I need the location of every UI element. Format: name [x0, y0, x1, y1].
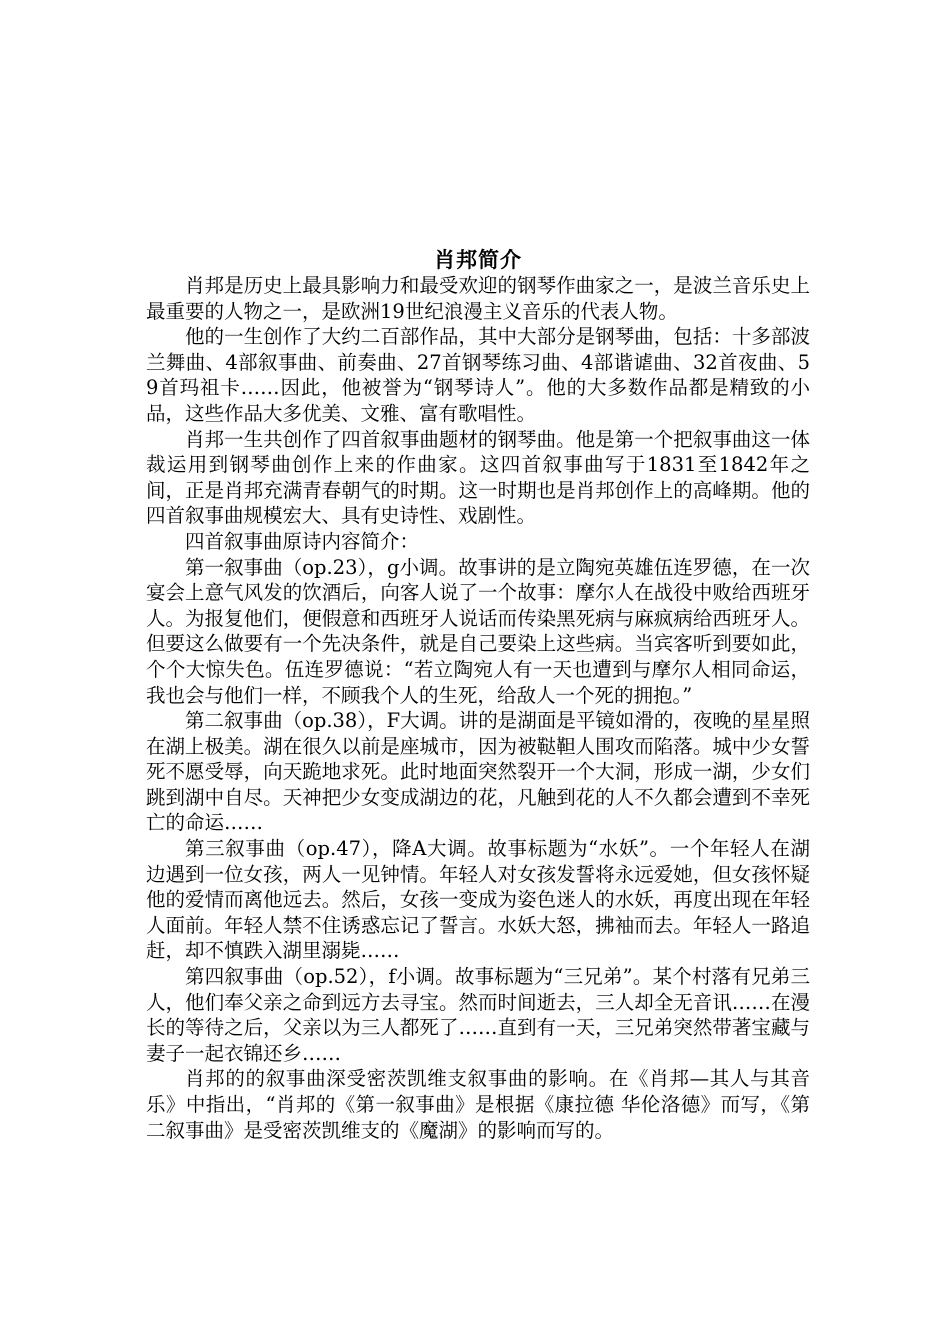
- ballades-paragraph: 肖邦一生共创作了四首叙事曲题材的钢琴曲。他是第一个把叙事曲这一体裁运用到钢琴曲创作上来的作曲家。这四首叙事曲写于1831至1842年之间，正是肖邦充满青春朝气的时期。这一时期也是肖邦创作上的高峰期。他的四首叙事曲规模宏大、具有史诗性、戏剧性。: [146, 427, 810, 528]
- ballade-1-paragraph: 第一叙事曲（op.23），g小调。故事讲的是立陶宛英雄伍连罗德，在一次宴会上意气风发的饮酒后，向客人说了一个故事：摩尔人在战役中败给西班牙人。为报复他们，便假意和西班牙人说话而传染黑死病与麻疯病给西班牙人。但要这么做要有一个先决条件，就是自己要染上这些病。当宾客听到要如此，个个大惊失色。伍连罗德说：“若立陶宛人有一天也遭到与摩尔人相同命运，我也会与他们一样，不顾我个人的生死，给敌人一个死的拥抱。”: [146, 555, 810, 707]
- document-title: 肖邦简介: [434, 247, 522, 272]
- ballade-4-paragraph: 第四叙事曲（op.52），f小调。故事标题为“三兄弟”。某个村落有兄弟三人，他们奉父亲之命到远方去寻宝。然而时间逝去，三人却全无音讯……在漫长的等待之后，父亲以为三人都死了……直到有一天，三兄弟突然带著宝藏与妻子一起衣锦还乡……: [146, 965, 810, 1065]
- ballades-synopsis-heading: 四首叙事曲原诗内容简介：: [185, 529, 420, 553]
- influence-paragraph: 肖邦的的叙事曲深受密茨凯维支叙事曲的影响。在《肖邦—其人与其音乐》中指出，“肖邦的《第一叙事曲》是根据《康拉德 华伦洛德》而写，《第二叙事曲》是受密茨凯维支的《魔湖》的影响而写的。: [146, 1067, 810, 1142]
- works-paragraph: 他的一生创作了大约二百部作品，其中大部分是钢琴曲，包括：十多部波兰舞曲、4部叙事曲、前奏曲、27首钢琴练习曲、4部谐谑曲、32首夜曲、59首玛祖卡……因此，他被誉为“钢琴诗人”。他的大多数作品都是精致的小品，这些作品大多优美、文雅、富有歌唱性。: [146, 325, 810, 425]
- intro-paragraph: 肖邦是历史上最具影响力和最受欢迎的钢琴作曲家之一，是波兰音乐史上最重要的人物之一，是欧洲19世纪浪漫主义音乐的代表人物。: [146, 274, 810, 323]
- document-body: [146, 246, 810, 1143]
- ballade-2-paragraph: 第二叙事曲（op.38），F大调。讲的是湖面是平镜如滑的，夜晚的星星照在湖上极美。湖在很久以前是座城市，因为被鞑靼人围攻而陷落。城中少女誓死不愿受辱，向天跪地求死。此时地面突然裂开一个大洞，形成一湖，少女们跳到湖中自尽。天神把少女变成湖边的花，凡触到花的人不久都会遭到不幸死亡的命运……: [146, 709, 810, 835]
- ballade-3-paragraph: 第三叙事曲（op.47），降A大调。故事标题为“水妖”。一个年轻人在湖边遇到一位女孩，两人一见钟情。年轻人对女孩发誓将永远爱她，但女孩怀疑他的爱情而离他远去。然后，女孩一变成为姿色迷人的水妖，再度出现在年轻人面前。年轻人禁不住诱惑忘记了誓言。水妖大怒，拂袖而去。年轻人一路追赶，却不慎跌入湖里溺毙……: [146, 837, 810, 963]
